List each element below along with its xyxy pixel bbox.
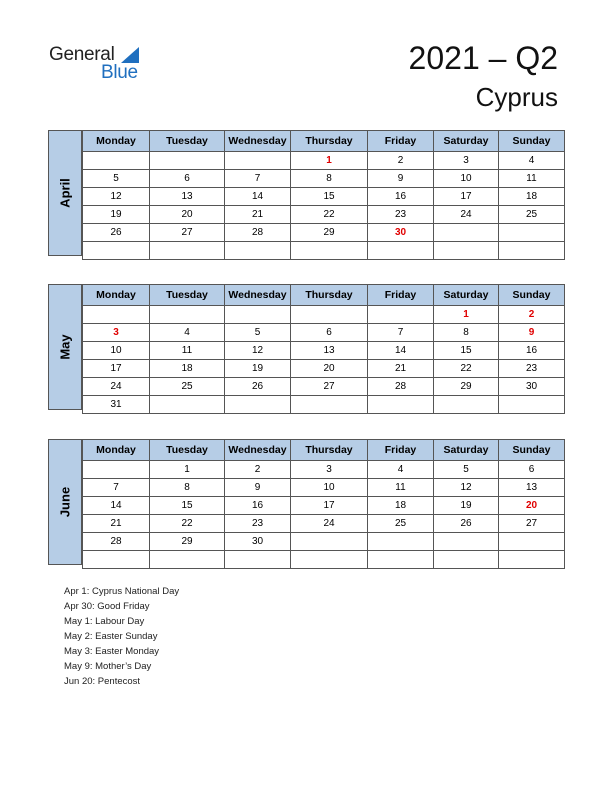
empty-cell [291,533,368,551]
week-row [83,533,565,551]
day-cell: 6 [291,324,368,342]
day-cell: 15 [291,188,368,206]
day-cell: 2 [368,152,434,170]
day-cell: 15 [150,497,225,515]
day-cell: 6 [499,461,565,479]
week-row [83,515,565,533]
logo-triangle-icon [121,47,139,63]
week-row [83,461,565,479]
empty-cell [434,533,499,551]
calendar-table [82,439,565,569]
week-row [83,324,565,342]
day-cell: 23 [499,360,565,378]
weekday-header: Saturday [434,440,499,461]
calendar-table [82,130,565,260]
week-row [83,551,565,569]
day-cell: 23 [368,206,434,224]
week-row [83,152,565,170]
day-cell: 24 [83,378,150,396]
day-cell: 11 [499,170,565,188]
month-name: May [57,334,73,360]
weekday-header: Thursday [291,440,368,461]
day-cell: 24 [291,515,368,533]
day-cell: 21 [368,360,434,378]
day-cell: 13 [291,342,368,360]
day-cell: 28 [368,378,434,396]
day-cell: 4 [499,152,565,170]
day-cell: 11 [368,479,434,497]
week-row [83,306,565,324]
month-label [48,439,82,565]
week-row [83,479,565,497]
day-cell: 30 [499,378,565,396]
day-cell: 24 [434,206,499,224]
holiday-entry: May 1: Labour Day [64,616,145,627]
logo-text-blue: Blue [101,62,138,83]
week-row [83,342,565,360]
day-cell: 8 [434,324,499,342]
weekday-header: Sunday [499,131,565,152]
day-cell: 19 [434,497,499,515]
day-cell: 19 [83,206,150,224]
empty-cell [225,396,291,414]
day-cell: 17 [291,497,368,515]
day-cell: 5 [83,170,150,188]
day-cell: 12 [83,188,150,206]
month-label [48,130,82,256]
empty-cell [499,242,565,260]
country-name: Cyprus [475,82,558,112]
weekday-header: Tuesday [150,440,225,461]
month-name: April [57,178,73,208]
day-cell: 29 [434,378,499,396]
day-cell: 25 [368,515,434,533]
weekday-header: Friday [368,131,434,152]
day-cell: 13 [499,479,565,497]
day-cell: 13 [150,188,225,206]
day-cell: 16 [225,497,291,515]
week-row [83,242,565,260]
day-cell: 14 [368,342,434,360]
day-cell: 14 [225,188,291,206]
month-label [48,284,82,410]
day-cell: 5 [434,461,499,479]
day-cell: 27 [291,378,368,396]
week-row [83,224,565,242]
holiday-entry: Apr 1: Cyprus National Day [64,586,180,597]
day-cell: 26 [434,515,499,533]
day-cell: 15 [434,342,499,360]
day-cell: 29 [291,224,368,242]
empty-cell [225,152,291,170]
empty-cell [499,551,565,569]
empty-cell [499,396,565,414]
empty-cell [225,306,291,324]
day-cell: 11 [150,342,225,360]
holiday-entry: Jun 20: Pentecost [64,676,141,687]
holiday-entry: May 3: Easter Monday [64,646,160,657]
month-name: June [57,486,73,518]
calendar-table [82,284,565,414]
day-cell: 10 [291,479,368,497]
day-cell: 12 [434,479,499,497]
day-cell: 4 [368,461,434,479]
day-cell: 5 [225,324,291,342]
day-cell: 1 [291,152,368,170]
week-row [83,170,565,188]
holiday-entry: May 9: Mother’s Day [64,661,152,672]
empty-cell [83,306,150,324]
generalblue-logo [49,44,149,84]
day-cell: 6 [150,170,225,188]
day-cell: 3 [83,324,150,342]
empty-cell [150,306,225,324]
weekday-header: Monday [83,285,150,306]
day-cell: 7 [83,479,150,497]
empty-cell [368,306,434,324]
empty-cell [368,551,434,569]
weekday-header: Friday [368,440,434,461]
day-cell: 22 [291,206,368,224]
week-row [83,396,565,414]
day-cell: 25 [499,206,565,224]
empty-cell [434,551,499,569]
day-cell: 16 [499,342,565,360]
empty-cell [150,396,225,414]
weekday-header: Sunday [499,285,565,306]
holiday-entry: May 2: Easter Sunday [64,631,158,642]
day-cell: 26 [225,378,291,396]
weekday-header: Tuesday [150,131,225,152]
day-cell: 28 [83,533,150,551]
day-cell: 20 [291,360,368,378]
week-row [83,188,565,206]
day-cell: 18 [368,497,434,515]
day-cell: 30 [368,224,434,242]
day-cell: 2 [225,461,291,479]
empty-cell [225,242,291,260]
day-cell: 10 [83,342,150,360]
empty-cell [434,396,499,414]
day-cell: 29 [150,533,225,551]
day-cell: 31 [83,396,150,414]
day-cell: 27 [499,515,565,533]
empty-cell [150,551,225,569]
holiday-entry: Apr 30: Good Friday [64,601,150,612]
empty-cell [83,152,150,170]
day-cell: 4 [150,324,225,342]
day-cell: 19 [225,360,291,378]
day-cell: 20 [150,206,225,224]
day-cell: 1 [434,306,499,324]
empty-cell [83,551,150,569]
day-cell: 22 [150,515,225,533]
day-cell: 9 [225,479,291,497]
empty-cell [499,533,565,551]
day-cell: 7 [225,170,291,188]
week-row [83,360,565,378]
week-row [83,497,565,515]
weekday-header: Wednesday [225,285,291,306]
weekday-header: Friday [368,285,434,306]
empty-cell [434,224,499,242]
day-cell: 17 [83,360,150,378]
day-cell: 18 [499,188,565,206]
day-cell: 8 [150,479,225,497]
holiday-list [64,584,179,689]
weekday-header: Sunday [499,440,565,461]
weekday-header: Wednesday [225,440,291,461]
empty-cell [368,242,434,260]
weekday-header: Saturday [434,131,499,152]
day-cell: 9 [499,324,565,342]
empty-cell [434,242,499,260]
empty-cell [368,396,434,414]
page-title: 2021 – Q2 [408,40,558,76]
day-cell: 20 [499,497,565,515]
day-cell: 1 [150,461,225,479]
day-cell: 12 [225,342,291,360]
weekday-header: Thursday [291,285,368,306]
day-cell: 21 [225,206,291,224]
day-cell: 28 [225,224,291,242]
empty-cell [368,533,434,551]
day-cell: 10 [434,170,499,188]
day-cell: 17 [434,188,499,206]
day-cell: 14 [83,497,150,515]
day-cell: 22 [434,360,499,378]
week-row [83,206,565,224]
empty-cell [291,396,368,414]
weekday-header: Monday [83,440,150,461]
day-cell: 3 [434,152,499,170]
weekday-header: Wednesday [225,131,291,152]
empty-cell [499,224,565,242]
day-cell: 7 [368,324,434,342]
day-cell: 25 [150,378,225,396]
weekday-header: Tuesday [150,285,225,306]
day-cell: 27 [150,224,225,242]
weekday-header: Saturday [434,285,499,306]
empty-cell [150,242,225,260]
day-cell: 26 [83,224,150,242]
logo-text-general: General [49,44,115,65]
day-cell: 3 [291,461,368,479]
empty-cell [291,242,368,260]
day-cell: 23 [225,515,291,533]
week-row [83,378,565,396]
empty-cell [291,306,368,324]
day-cell: 2 [499,306,565,324]
empty-cell [150,152,225,170]
day-cell: 21 [83,515,150,533]
empty-cell [83,461,150,479]
day-cell: 8 [291,170,368,188]
empty-cell [225,551,291,569]
day-cell: 18 [150,360,225,378]
day-cell: 30 [225,533,291,551]
weekday-header: Monday [83,131,150,152]
weekday-header: Thursday [291,131,368,152]
empty-cell [291,551,368,569]
day-cell: 9 [368,170,434,188]
empty-cell [83,242,150,260]
day-cell: 16 [368,188,434,206]
